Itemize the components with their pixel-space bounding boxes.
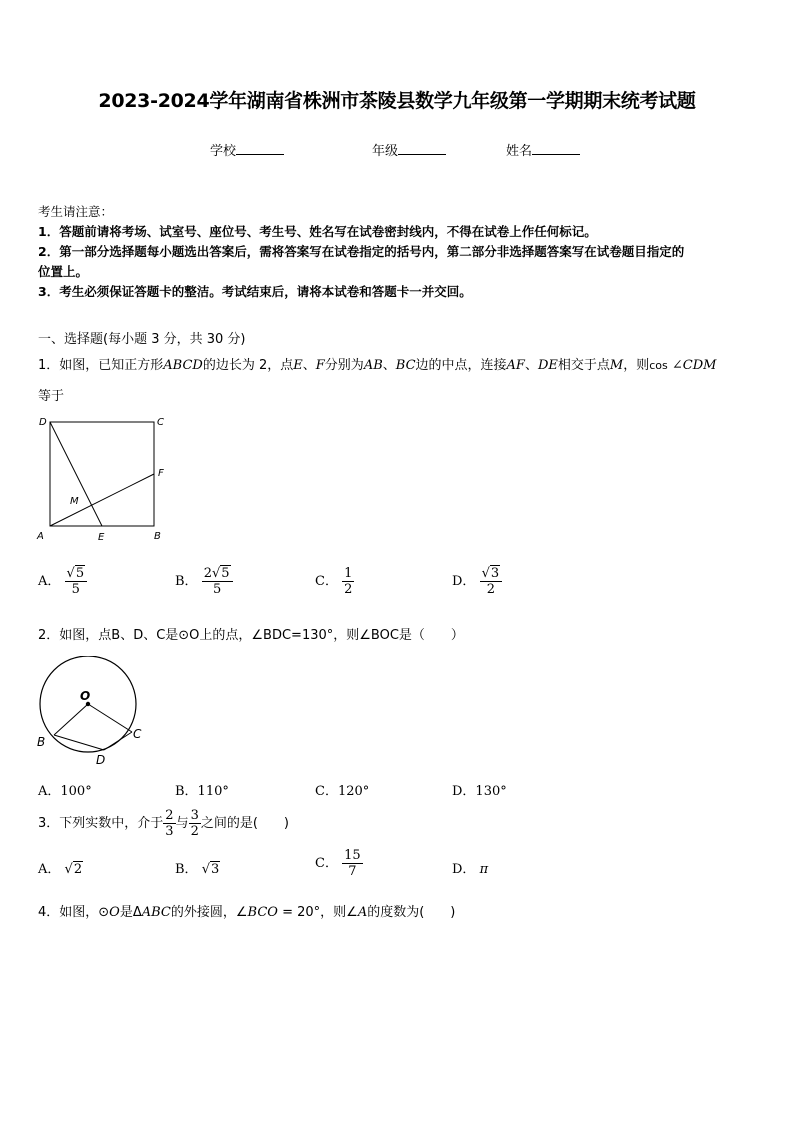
q3-option-b[interactable]: B． √3 xyxy=(175,862,220,877)
notice-heading: 考生请注意： xyxy=(38,204,114,219)
q1-option-a[interactable]: A． $\frac{√5}{5}$ xyxy=(38,566,87,597)
question-1-text: 1．如图，已知正方形ABCD的边长为 2，点E、F分别为AB、BC边的中点，连接AF、DE相交于点M，则cos ∠CDM xyxy=(38,358,717,373)
section-heading: 一、选择题(每小题 3 分，共 30 分) xyxy=(38,332,246,347)
segment-af xyxy=(50,474,154,526)
segment-ob xyxy=(54,704,88,735)
notice-item-2: 2．第一部分选择题每小题选出答案后，需将答案写在试卷指定的括号内，第二部分非选择题答案写在试卷题目指定的 xyxy=(38,244,685,259)
q1-option-b[interactable]: B． $\frac{2√5}{5}$ xyxy=(175,566,233,597)
segment-oc xyxy=(88,704,132,732)
page-title: 2023-2024学年湖南省株洲市茶陵县数学九年级第一学期期末统考试题 xyxy=(98,90,696,112)
question-4-text: 4．如图，⊙O是ΔABC的外接圆，∠BCO = 20°，则∠A的度数为( ) xyxy=(38,905,456,920)
name-field[interactable] xyxy=(506,140,580,159)
q2-option-d[interactable]: D．130° xyxy=(452,784,507,799)
question-1-text-cont: 等于 xyxy=(38,389,65,404)
q2-option-a[interactable]: A．100° xyxy=(38,784,92,799)
square-figure xyxy=(34,412,174,546)
label-f: F xyxy=(158,468,164,479)
name-blank[interactable] xyxy=(532,142,580,155)
q1-option-d[interactable]: D． $\frac{√3}{2}$ xyxy=(452,566,502,597)
q2-option-b[interactable]: B．110° xyxy=(175,784,229,799)
label-d: D xyxy=(39,417,47,428)
label-o: O xyxy=(80,689,91,703)
notice-block xyxy=(38,202,768,302)
grade-label: 年级 xyxy=(372,144,399,159)
label-c: C xyxy=(157,417,164,428)
segment-dc xyxy=(104,732,132,750)
label-b: B xyxy=(37,735,46,749)
notice-item-1: 1．答题前请将考场、试室号、座位号、考生号、姓名写在试卷密封线内，不得在试卷上作任何标记。 xyxy=(38,224,597,239)
question-2-text: 2．如图，点B、D、C是⊙O上的点，∠BDC=130°，则∠BOC是（ ） xyxy=(38,628,464,643)
q3-option-d[interactable]: D． π xyxy=(452,862,489,877)
notice-item-3: 3．考生必须保证答题卡的整洁。考试结束后，请将本试卷和答题卡一并交回。 xyxy=(38,284,472,299)
notice-item-2-cont: 位置上。 xyxy=(38,264,89,279)
question-3-text: 3．下列实数中，介于 $\frac{2}{3}$ 与 $\frac{3}{2}$ 之间的是( ) xyxy=(38,808,290,839)
circle-figure xyxy=(32,656,152,768)
grade-blank[interactable] xyxy=(398,142,446,155)
label-m: M xyxy=(70,496,79,507)
label-b: B xyxy=(154,531,161,542)
grade-field[interactable] xyxy=(372,140,446,159)
school-field[interactable] xyxy=(210,140,284,159)
label-e: E xyxy=(98,532,105,543)
q1-option-c[interactable]: C． $\frac{1}{2}$ xyxy=(315,566,353,597)
school-blank[interactable] xyxy=(236,142,284,155)
label-c: C xyxy=(133,727,142,741)
q3-option-c[interactable]: C． $\frac{15}{7}$ xyxy=(315,848,361,879)
segment-bd xyxy=(54,735,104,750)
square-abcd xyxy=(50,422,154,526)
segment-de xyxy=(50,422,102,526)
school-label: 学校 xyxy=(210,144,237,159)
label-a: A xyxy=(37,531,44,542)
label-d: D xyxy=(96,753,106,767)
q2-option-c[interactable]: C．120° xyxy=(315,784,370,799)
q3-option-a[interactable]: A． √2 xyxy=(38,862,83,877)
name-label: 姓名 xyxy=(506,144,533,159)
